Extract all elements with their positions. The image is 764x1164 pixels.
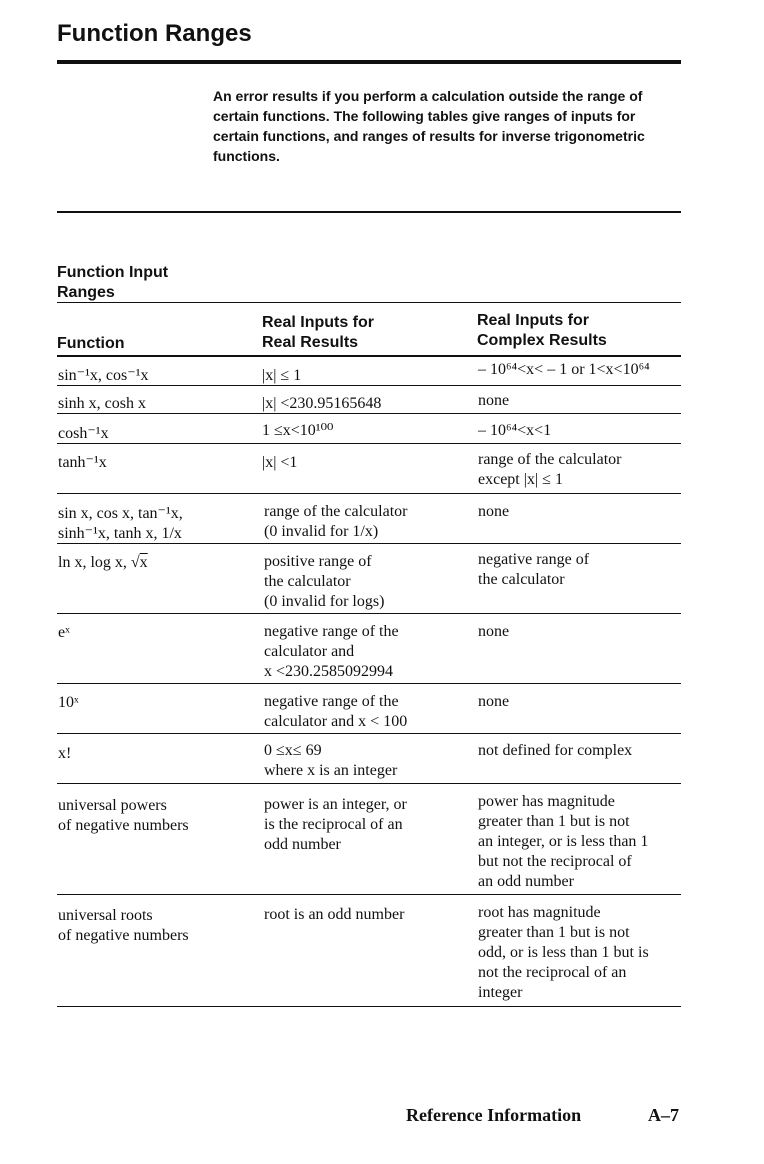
header-complex-line2: Complex Results (477, 332, 607, 349)
row7-real-line2: calculator and (264, 643, 355, 660)
row6-complex (478, 550, 589, 590)
row1-complex: – 10⁶⁴<x< – 1 or 1<x<10⁶⁴ (478, 361, 650, 378)
row6-real (264, 552, 384, 612)
row-divider (57, 683, 681, 684)
row7-real-line3: x <230.2585092994 (264, 663, 394, 680)
row-divider (57, 413, 681, 414)
row11-complex-line2: greater than 1 but is not (478, 924, 630, 941)
row11-complex-line3: odd, or is less than 1 but is (478, 944, 649, 961)
header-complex-line1: Real Inputs for (477, 312, 590, 329)
header-function: Function (57, 335, 125, 352)
row11-function-line2: of negative numbers (58, 927, 189, 944)
header-rule (57, 355, 681, 357)
row10-complex-line5: an odd number (478, 873, 574, 890)
row5-function-line1: sin x, cos x, tan⁻¹x, (58, 505, 183, 522)
row7-real-line1: negative range of the (264, 623, 399, 640)
intro-paragraph: An error results if you perform a calculation outside the range of certain functions. The following tables give ranges of inputs for certain functions, and ranges of results for inverse trigonometric functions. (213, 88, 645, 164)
row10-complex-line2: greater than 1 but is not (478, 813, 630, 830)
row8-complex: none (478, 693, 510, 710)
row9-real (264, 741, 397, 781)
row9-function: x! (58, 745, 72, 762)
footer-section-name: Reference Information (406, 1105, 582, 1125)
row5-real (264, 502, 407, 542)
row4-complex (478, 450, 621, 490)
row2-real: |x| <230.95165648 (262, 395, 382, 412)
row10-real-line3: odd number (264, 836, 341, 853)
row11-real: root is an odd number (264, 906, 405, 923)
row10-real-line2: is the reciprocal of an (264, 816, 403, 833)
row6-function-prefix: ln x, log x, √ (58, 554, 140, 571)
row-divider (57, 733, 681, 734)
row8-real-line1: negative range of the (264, 693, 399, 710)
row11-complex-line4: not the reciprocal of an (478, 964, 627, 981)
row10-complex (478, 792, 648, 892)
row4-function: tanh⁻¹x (58, 454, 107, 471)
row8-function: 10ˣ (58, 694, 79, 711)
row8-real-line2: calculator and x < 100 (264, 713, 408, 730)
row10-function-line2: of negative numbers (58, 817, 189, 834)
row11-function-line1: universal roots (58, 907, 153, 924)
row5-complex: none (478, 503, 510, 520)
row5-real-line2: (0 invalid for 1/x) (264, 523, 379, 540)
row9-complex: not defined for complex (478, 742, 633, 759)
row-divider (57, 613, 681, 614)
row1-real: |x| ≤ 1 (262, 367, 302, 384)
row-divider (57, 543, 681, 544)
row8-real (264, 692, 407, 732)
row4-complex-line2: except |x| ≤ 1 (478, 471, 563, 488)
row4-complex-line1: range of the calculator (478, 451, 622, 468)
row-divider (57, 493, 681, 494)
header-complex-inputs (477, 311, 607, 351)
header-real-line1: Real Inputs for (262, 314, 375, 331)
row11-complex-line1: root has magnitude (478, 904, 601, 921)
row10-complex-line1: power has magnitude (478, 793, 615, 810)
section-divider (57, 211, 681, 213)
row-divider (57, 443, 681, 444)
section-heading (57, 263, 237, 303)
row6-complex-line2: the calculator (478, 571, 565, 588)
footer-page-number: A–7 (648, 1105, 679, 1125)
row3-complex: – 10⁶⁴<x<1 (478, 422, 552, 439)
row2-function: sinh x, cosh x (58, 395, 146, 412)
row1-function: sin⁻¹x, cos⁻¹x (58, 367, 149, 384)
row3-real: 1 ≤x<10¹⁰⁰ (262, 422, 334, 439)
title-rule (57, 60, 681, 64)
table-top-rule (57, 302, 681, 303)
row6-real-line2: the calculator (264, 573, 351, 590)
row3-function: cosh⁻¹x (58, 425, 109, 442)
row5-function-line2: sinh⁻¹x, tanh x, 1/x (58, 525, 182, 542)
row6-real-line3: (0 invalid for logs) (264, 593, 385, 610)
row6-function (58, 553, 148, 573)
section-heading-line1: Function Input (57, 264, 169, 281)
row7-real (264, 622, 399, 682)
row9-real-line2: where x is an integer (264, 762, 398, 779)
header-real-line2: Real Results (262, 334, 359, 351)
row-divider (57, 894, 681, 895)
row10-function-line1: universal powers (58, 797, 167, 814)
row6-real-line1: positive range of (264, 553, 372, 570)
row4-real: |x| <1 (262, 454, 298, 471)
row7-function: eˣ (58, 624, 70, 641)
row11-complex-line5: integer (478, 984, 523, 1001)
row6-function-radicand: x (139, 554, 148, 571)
row11-function (58, 906, 189, 946)
row5-real-line1: range of the calculator (264, 503, 408, 520)
row6-complex-line1: negative range of (478, 551, 590, 568)
row10-real-line1: power is an integer, or (264, 796, 407, 813)
row10-real (264, 795, 407, 855)
section-heading-line2: Ranges (57, 284, 115, 301)
row11-complex (478, 903, 649, 1003)
row9-real-line1: 0 ≤x≤ 69 (264, 742, 322, 759)
page-title: Function Ranges (57, 20, 252, 47)
row10-complex-line4: but not the reciprocal of (478, 853, 632, 870)
row5-function (58, 504, 183, 544)
row7-complex: none (478, 623, 510, 640)
row-divider (57, 783, 681, 784)
row10-complex-line3: an integer, or is less than 1 (478, 833, 649, 850)
row2-complex: none (478, 392, 510, 409)
header-real-inputs (262, 313, 374, 353)
row-divider (57, 385, 681, 386)
table-bottom-rule (57, 1006, 681, 1007)
row10-function (58, 796, 189, 836)
